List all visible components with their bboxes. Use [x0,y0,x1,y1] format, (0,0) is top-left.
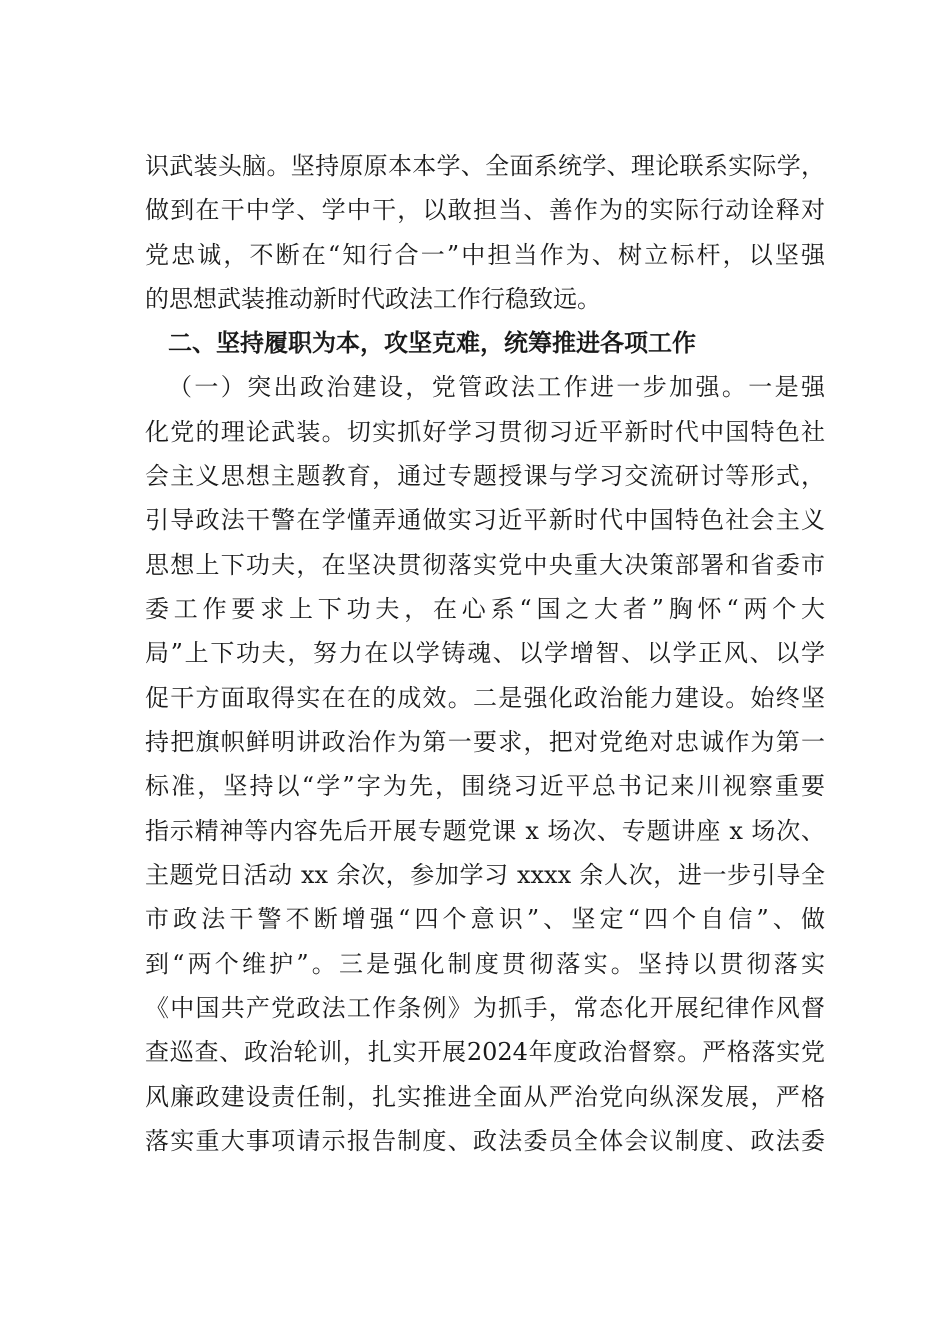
body-line-22: 风廉政建设责任制，扎实推进全面从严治党向纵深发展，严格 [145,1083,825,1111]
body-line-12: 局”上下功夫，努力在以学铸魂、以学增智、以学正风、以学 [145,639,825,667]
body-line-17: 主题党日活动 xx 余次，参加学习 xxxx 余人次，进一步引导全 [145,861,825,889]
body-line-18: 市政法干警不断增强“四个意识”、坚定“四个自信”、做 [145,905,825,933]
body-line-23: 落实重大事项请示报告制度、政法委员全体会议制度、政法委 [145,1127,825,1155]
body-line-1: 识武装头脑。坚持原原本本学、全面系统学、理论联系实际学， [145,152,825,180]
body-line-10: 思想上下功夫，在坚决贯彻落实党中央重大决策部署和省委市 [145,551,825,579]
body-line-11: 委工作要求上下功夫，在心系“国之大者”胸怀“两个大 [145,595,825,623]
body-line-14: 持把旗帜鲜明讲政治作为第一要求，把对党绝对忠诚作为第一 [145,728,825,756]
body-line-9: 引导政法干警在学懂弄通做实习近平新时代中国特色社会主义 [145,506,825,534]
body-line-13: 促干方面取得实在在的成效。二是强化政治能力建设。始终坚 [145,684,825,712]
body-line-15: 标准，坚持以“学”字为先，围绕习近平总书记来川视察重要 [145,772,825,800]
section-heading: 二、坚持履职为本，攻坚克难，统筹推进各项工作 [168,329,696,357]
body-line-4: 的思想武装推动新时代政法工作行稳致远。 [145,285,601,313]
body-line-21: 查巡查、政治轮训，扎实开展2024年度政治督察。严格落实党 [145,1038,825,1066]
subsection-lead-line: （一）突出政治建设，党管政法工作进一步加强。一是强 [168,373,825,401]
body-line-7: 化党的理论武装。切实抓好学习贯彻习近平新时代中国特色社 [145,418,825,446]
body-line-16: 指示精神等内容先后开展专题党课 x 场次、专题讲座 x 场次、 [145,817,825,845]
body-line-3: 党忠诚，不断在“知行合一”中担当作为、树立标杆，以坚强 [145,241,825,269]
body-line-8: 会主义思想主题教育，通过专题授课与学习交流研讨等形式， [145,462,825,490]
body-line-2: 做到在干中学、学中干，以敢担当、善作为的实际行动诠释对 [145,196,825,224]
body-line-19: 到“两个维护”。三是强化制度贯彻落实。坚持以贯彻落实 [145,950,825,978]
body-line-20: 《中国共产党政法工作条例》为抓手，常态化开展纪律作风督 [145,994,825,1022]
